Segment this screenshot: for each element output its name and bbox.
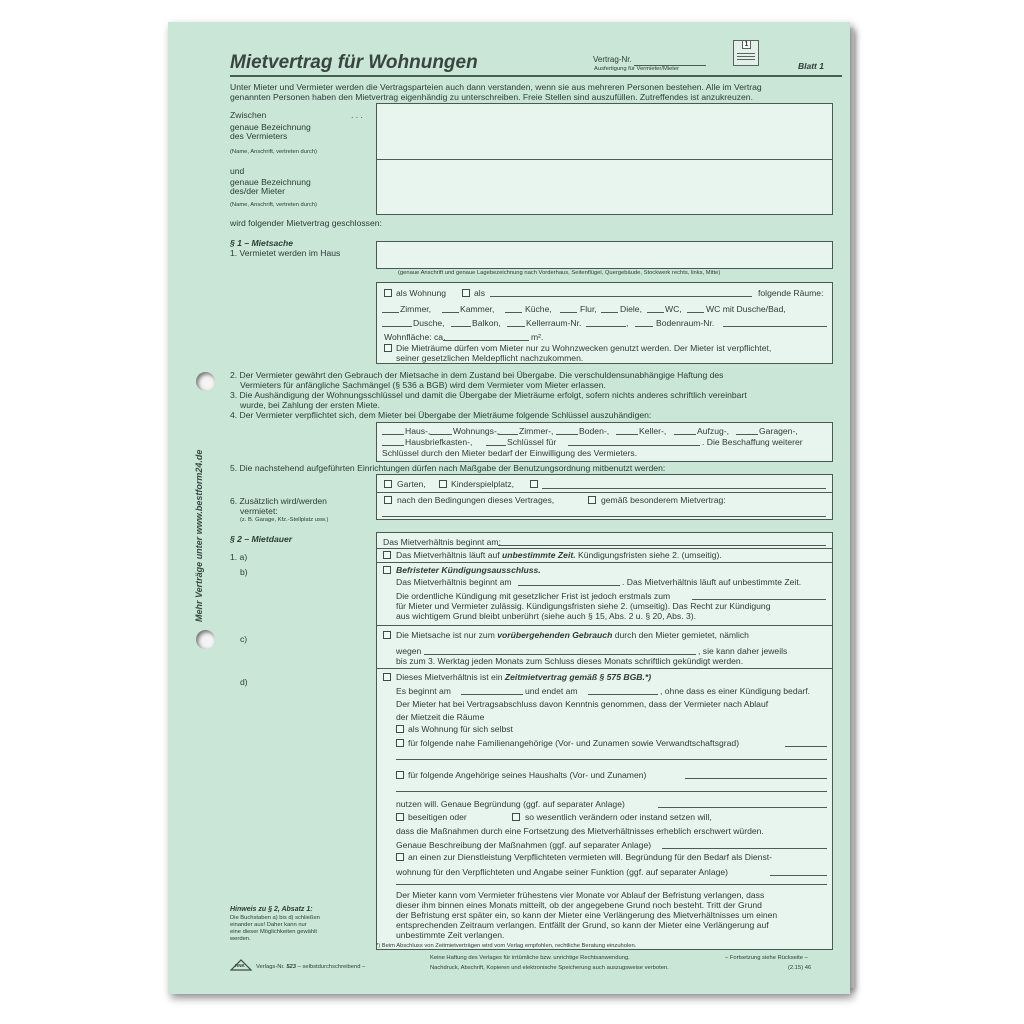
s1-p2-2: Vermieters für anfängliche Sachmängel (§ 536 a BGB) wird dem Vermieter vom Mieter erlassen. [240,380,606,390]
option-d-line-4: der Mietzeit die Räume [396,712,485,722]
landlord-label-1: genaue Bezeichnung [230,122,311,132]
playground-label: Kinderspielplatz, [451,479,515,489]
key-other-field[interactable] [568,445,700,446]
rooms-kueche: Küche, [525,304,552,314]
info-line-1: Der Mieter kann vom Vermieter frühestens vier Monate vor Ablauf der Befristung verlangen, dass [396,890,765,900]
option-b-line-3: für Mieter und Vermieter zulässig. Kündigungsfristen siehe 2. (umseitig). Das Recht zur Kündigung [396,601,771,611]
area-label: Wohnfläche: ca. [384,332,446,342]
special-lease-label: gemäß besonderem Mietvertrag: [601,495,726,505]
page-badge: 1 [742,40,751,49]
key-haus: Haus-, [405,426,431,436]
household-field[interactable] [396,791,827,792]
house-address-field[interactable] [376,241,833,269]
area-unit: m². [531,332,544,342]
tenant-label-1: genaue Bezeichnung [230,177,311,187]
option-d-end-field[interactable] [588,694,658,695]
punch-hole-bottom [196,630,215,649]
rooms-zimmer: Zimmer, [400,304,432,314]
key-briefkasten: Hausbriefkasten-, [405,437,473,447]
info-line-2: dieser ihm binnen eines Monats mitteilt, ob der angegebene Grund noch besteht. Tritt der Grund [396,900,762,910]
change-checkbox[interactable] [512,813,520,821]
punch-hole-top [196,372,215,391]
service-checkbox[interactable] [396,853,404,861]
key-other-label: Schlüssel für [507,437,557,447]
as-checkbox[interactable] [462,289,470,297]
rooms-wc: WC, [665,304,682,314]
family-checkbox[interactable] [396,739,404,747]
garden-label: Garten, [397,479,426,489]
option-d-checkbox[interactable] [383,673,391,681]
liability-notice: Keine Haftung des Verlages für irrtümliche bzw. unrichtige Rechtsanwendung. [430,955,630,961]
intro-line-1: Unter Mieter und Vermieter werden die Vertragsparteien auch dann verstanden, wenn sie aus mehreren Personen bestehen. Alle im Vertrag [230,82,762,92]
s1-p5: 5. Die nachstehend aufgeführten Einrichtungen dürfen nach Maßgabe der Benutzungsordnung mitbenutzt werden: [230,463,666,473]
service-label-2: wohnung für den Verpflichteten und Angabe seiner Funktion (ggf. auf separater Anlage) [396,867,729,877]
start-label: Das Mietverhältnis beginnt am: [383,537,501,547]
s1-p6-1: 6. Zusätzlich wird/werden [230,496,327,506]
rooms-kammer: Kammer, [460,304,495,314]
s1-p3-1: 3. Die Aushändigung der Wohnungsschlüssel und damit die Übergabe der Mieträume erfolgt, sofern nichts anderes schriftlich vereinbart [230,390,747,400]
landlord-hint: (Name, Anschrift, vertreten durch) [230,149,317,155]
playground-checkbox[interactable] [439,480,447,488]
key-procurement: . Die Beschaffung weiterer [702,437,803,447]
option-c-line-3: bis zum 3. Werktag jeden Monats zum Schluss dieses Monats schriftlich gekündigt werden. [396,656,744,666]
intro-line-2: genannten Personen haben den Mietvertrag eigenhändig zu unterschreiben. Freie Stellen sind auszufüllen. Zutreffendes ist anzukreuzen. [230,92,753,102]
form-code: (2.15) 46 [788,965,812,971]
copy-stack-icon [733,40,759,66]
section-2-title: § 2 – Mietdauer [230,534,293,544]
rooms-flur: Flur, [580,304,597,314]
s1-p2-1: 2. Der Vermieter gewährt den Gebrauch der Mietsache in dem Zustand bei Übergabe. Die verschuldensunabhängige Haftung des [230,370,724,380]
note-line-2: einander aus! Daher kann nur [230,922,307,928]
key-consent: Schlüssel durch den Mieter bedarf der Einwilligung des Vermieters. [382,448,638,458]
conditions-checkbox[interactable] [384,496,392,504]
s1-p4: 4. Der Vermieter verpflichtet sich, dem Mieter bei Übergabe der Mieträume folgende Schlüssel auszuhändigen: [230,410,652,420]
other-facility-checkbox[interactable] [530,480,538,488]
key-aufzug: Aufzug-, [697,426,730,436]
publisher-logo-icon [230,958,252,970]
form-title: Mietvertrag für Wohnungen [230,52,478,73]
self-use-label: als Wohnung für sich selbst [408,724,513,734]
option-d-begin-label: Es beginnt am [396,686,451,696]
s1-p6-2: vermietet: [240,506,278,516]
option-c-checkbox[interactable] [383,631,391,639]
copy-label: Ausfertigung für Vermieter/Mieter [594,66,680,72]
rooms-balkon: Balkon, [472,318,501,328]
label-b: b) [240,567,248,577]
remove-checkbox[interactable] [396,813,404,821]
concluded-text: wird folgender Mietvertrag geschlossen: [230,218,382,228]
landlord-label-2: des Vermieters [230,131,288,141]
option-b-title: Befristeter Kündigungsausschluss. [396,565,541,575]
measures-label: Genaue Beschreibung der Maßnahmen (ggf. auf separater Anlage) [396,840,652,850]
sheet-label: Blatt 1 [798,61,824,71]
between-label: Zwischen [230,110,267,120]
info-line-3: der Befristung erst später ein, so kann der Mieter eine Verlängerung des Mietverhältnisses um einen [396,910,778,920]
option-b-notice: Die ordentliche Kündigung mit gesetzlicher Frist ist jedoch erstmals zum [396,591,671,601]
and-label: und [230,166,245,176]
household-checkbox[interactable] [396,771,404,779]
remove-label: beseitigen oder [408,812,467,822]
option-b-notice-field[interactable] [692,599,826,600]
contract-number-label: Vertrag-Nr. [593,55,632,64]
publisher-logo-text: RNK [235,963,245,968]
key-garagen: Garagen-, [759,426,798,436]
option-b-unlimited: . Das Mietverhältnis läuft auf unbestimmte Zeit. [622,577,802,587]
rooms-kellerraum: Kellerraum-Nr. [526,318,582,328]
option-c-reason-label: wegen [396,646,422,656]
address-hint: (genaue Anschrift und genaue Lagebezeichnung nach Vorderhaus, Seitenflügel, Quergebäude, Stockwerk rechts, links, Mitte) [398,270,721,276]
as-flat-label: als Wohnung [396,288,447,298]
start-field[interactable] [498,545,826,546]
info-line-4: entsprechenden Zeitraum verlangen. Entfällt der Grund, so kann der Mieter eine Verlängerung auf [396,920,769,930]
family-label: für folgende nahe Familienangehörige (Vor- und Zunamen sowie Verwandtschaftsgrad) [408,738,740,748]
option-d-no-notice: , ohne dass es einer Kündigung bedarf. [660,686,811,696]
as-label: als [474,288,485,298]
service-label: an einen zur Dienstleistung Verpflichteten vermieten will. Begründung für den Bedarf als Dienst- [408,852,773,862]
service-field[interactable] [770,875,827,876]
tenant-hint: (Name, Anschrift, vertreten durch) [230,202,317,208]
continue-notice: – Fortsetzung siehe Rückseite – [725,955,808,961]
note-line-1: Die Buchstaben a) bis d) schließen [230,915,320,921]
residential-checkbox[interactable] [384,344,392,352]
rooms-diele: Diele, [620,304,642,314]
option-d-end-label: und endet am [525,686,578,696]
info-line-5: unbestimmte Zeit verlangen. [396,930,505,940]
option-b-start-field[interactable] [518,585,620,586]
family-field[interactable] [396,759,827,760]
contract-form-sheet [168,22,850,994]
label-d: d) [240,677,248,687]
use-reason-label: nutzen will. Genaue Begründung (ggf. auf separater Anlage) [396,799,625,809]
key-keller: Keller-, [639,426,667,436]
option-d-begin-field[interactable] [461,694,523,695]
residential-text-1: Die Mieträume dürfen vom Mieter nur zu Wohnzwecken genutzt werden. Der Mieter ist verpflichtet, [396,343,772,353]
hinder-text: dass die Maßnahmen durch eine Fortsetzung des Mietverhältnisses erheblich erschwert würden. [396,826,764,836]
option-a-checkbox[interactable] [383,551,391,559]
label-c: c) [240,634,248,644]
section-1-title: § 1 – Mietsache [230,238,294,248]
note-title: Hinweis zu § 2, Absatz 1: [230,906,313,913]
option-c-termination: , sie kann daher jeweils [698,646,788,656]
rooms-wc-dusche: WC mit Dusche/Bad, [706,304,786,314]
rooms-bodenraum: Bodenraum-Nr. [656,318,715,328]
rooms-comma: , [626,318,629,328]
option-b-start: Das Mietverhältnis beginnt am [396,577,512,587]
household-label: für folgende Angehörige seines Haushalts (Vor- und Zunamen) [408,770,647,780]
residential-text-2: seiner gesetzlichen Meldepflicht nachzukommen. [396,353,584,363]
garden-checkbox[interactable] [384,480,392,488]
dots: . . . [351,110,363,120]
option-b-checkbox[interactable] [383,566,391,574]
following-rooms-label: folgende Räume: [758,288,824,298]
self-use-checkbox[interactable] [396,725,404,733]
measures-field[interactable] [662,848,827,849]
key-boden: Boden-, [579,426,610,436]
s1-p1: 1. Vermietet werden im Haus [230,248,341,258]
s1-p3-2: wurde, bei Zahlung der ersten Miete. [240,400,380,410]
label-1a: 1. a) [230,552,248,562]
note-line-3: eine dieser Möglichkeiten gewählt [230,929,318,935]
footnote: *) Beim Abschluss von Zeitmietverträgen wird vom Verlag empfohlen, rechtliche Beratung einzuholen. [376,943,637,949]
rooms-dusche: Dusche, [413,318,445,328]
option-d-text: Dieses Mietverhältnis ist ein Zeitmietvertrag gemäß § 575 BGB.*) [396,672,652,682]
publisher-line: Verlags-Nr. 523 – selbstdurchschreibend – [256,964,366,970]
sidebar-url: Mehr Verträge unter www.bestform24.de [194,449,204,622]
option-b-line-4: aus wichtigem Grund bleibt unberührt (siehe auch § 15, Abs. 2 u. § 20, Abs. 3). [396,611,697,621]
as-field[interactable] [490,296,752,297]
copyright-notice: Nachdruck, Abschrift, Kopieren und elektronische Speicherung auch auszugsweise verboten. [430,965,669,971]
special-lease-checkbox[interactable] [588,496,596,504]
use-reason-field[interactable] [658,807,827,808]
tenant-label-2: des/der Mieter [230,186,285,196]
option-c-reason-field[interactable] [424,654,696,655]
option-d-line-3: Der Mieter hat bei Vertragsabschluss davon Kenntnis genommen, dass der Vermieter nach Ablauf [396,699,769,709]
change-label: so wesentlich verändern oder instand setzen will, [525,812,712,822]
area-field[interactable] [443,340,529,341]
other-facility-field[interactable] [542,488,826,489]
option-c-text: Die Mietsache ist nur zum vorübergehenden Gebrauch durch den Mieter gemietet, nämlich [396,630,749,640]
conditions-label: nach den Bedingungen dieses Vertrages, [397,495,555,505]
s1-p6-hint: (z. B. Garage, Kfz.-Stellplatz usw.) [240,517,329,523]
as-flat-checkbox[interactable] [384,289,392,297]
note-line-4: werden. [230,936,251,942]
key-zimmer: Zimmer-, [519,426,554,436]
option-a-text: Das Mietverhältnis läuft auf unbestimmte Zeit. Kündigungsfristen siehe 2. (umseitig). [396,550,722,560]
key-wohnung: Wohnungs-, [453,426,500,436]
additional-rental-field[interactable] [382,516,826,517]
